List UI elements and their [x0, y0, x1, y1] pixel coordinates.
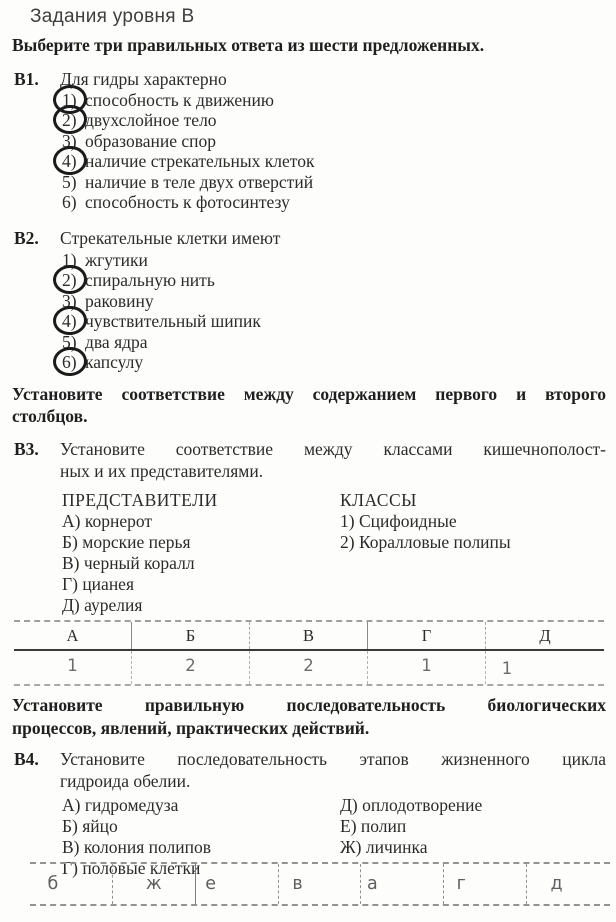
question-b4-title-line2: гидроида обелии. — [60, 770, 191, 791]
b4-option: Г) половые клетки — [62, 858, 201, 878]
option-text: наличие в теле двух отверстий — [85, 171, 314, 192]
handwritten-answer: б — [47, 874, 59, 894]
question-b1-title: Для гидры характерно — [60, 69, 227, 89]
option-text: способность к движению — [85, 90, 274, 110]
question-b3-label: В3. — [14, 439, 39, 459]
question-b2-label: В2. — [14, 228, 39, 248]
b3-answer-table — [14, 620, 604, 686]
question-b1-label: В1. — [14, 69, 39, 89]
question-b3-title-line2: ных и их представителями. — [60, 460, 264, 481]
instruction-sequence — [12, 694, 606, 740]
strip-cell — [113, 864, 196, 904]
handwritten-answer: а — [366, 874, 378, 894]
question-b4-title — [60, 749, 606, 792]
handwritten-answer: 1 — [501, 659, 513, 678]
representative-item: Б) морские перья — [62, 532, 191, 552]
option-row — [62, 332, 261, 352]
option-row — [62, 291, 261, 311]
question-b3-title — [60, 439, 606, 482]
table-header-cell: Д — [539, 626, 551, 645]
option-row — [62, 270, 261, 290]
option-text: чувствительный шипик — [85, 311, 261, 332]
table-header-cell: Б — [132, 622, 250, 649]
option-row — [62, 90, 314, 110]
table-header-cell: Г — [368, 622, 486, 649]
option-row — [62, 172, 314, 192]
table-answer-cell — [486, 651, 604, 684]
option-text: образование спор — [85, 130, 217, 151]
representatives-header: ПРЕДСТАВИТЕЛИ — [62, 490, 218, 510]
handwritten-answer: 1 — [67, 656, 78, 675]
handwritten-answer: 1 — [421, 656, 432, 675]
option-text: наличие стрекательных клеток — [85, 151, 315, 172]
handwritten-answer: г — [456, 874, 466, 894]
instruction-choose-three: Выберите три правильных ответа из шести предложенных. — [12, 35, 485, 55]
question-b4-label: В4. — [14, 749, 39, 769]
option-number: 1) — [62, 250, 77, 270]
option-text: способность к фотосинтезу — [85, 191, 290, 212]
option-number: 5) — [62, 331, 77, 352]
b4-options-right — [340, 795, 482, 858]
handwritten-answer: в — [292, 874, 303, 894]
option-number: 1) — [62, 90, 85, 111]
b4-option: Ж) личинка — [340, 837, 428, 857]
option-number: 2) — [62, 110, 85, 131]
table-answer-cell — [14, 651, 132, 684]
representative-item: В) черный коралл — [62, 553, 195, 573]
strip-cell — [527, 864, 610, 904]
table-answer-cell — [132, 651, 250, 684]
question-b3-title-line1: Установите соответствие между классами кишечнополост- — [60, 439, 606, 459]
b3-answer-table-header-row — [14, 620, 604, 651]
question-b2-options — [62, 250, 261, 372]
table-answer-cell — [368, 651, 486, 684]
b4-option: Е) полип — [340, 816, 407, 836]
strip-cell — [444, 864, 527, 904]
option-text: спиральную нить — [85, 270, 215, 291]
option-number: 4) — [62, 311, 85, 332]
class-item: 2) Коралловые полипы — [340, 532, 511, 552]
option-text: жгутики — [85, 250, 148, 270]
b4-option: А) гидромедуза — [62, 795, 179, 815]
strip-cell — [196, 864, 279, 904]
b4-answer-strip — [30, 862, 610, 906]
instruction-matching-line2: столбцов. — [12, 406, 88, 426]
strip-cell — [30, 864, 113, 904]
handwritten-answer: 2 — [185, 656, 196, 675]
b3-answer-table-answer-row — [14, 651, 604, 686]
option-number: 5) — [62, 171, 77, 192]
instruction-matching — [12, 383, 606, 427]
option-text: раковину — [85, 290, 154, 311]
instruction-sequence-line1: Установите правильную последовательность биологических — [12, 695, 606, 715]
handwritten-answer: е — [205, 874, 217, 894]
representative-item: А) корнерот — [62, 511, 153, 531]
page-title: Задания уровня В — [30, 6, 195, 27]
option-row — [62, 110, 314, 130]
handwritten-answer: 2 — [303, 656, 314, 675]
option-text: двухслойное тело — [85, 110, 217, 131]
classes-header: КЛАССЫ — [340, 490, 417, 510]
table-header-cell: А — [14, 622, 132, 649]
option-number: 6) — [62, 352, 85, 373]
option-row — [62, 311, 261, 331]
option-text: два ядра — [85, 331, 148, 352]
strip-cell — [361, 864, 444, 904]
option-number: 2) — [62, 270, 85, 291]
option-number: 3) — [62, 130, 77, 151]
instruction-matching-line1: Установите соответствие между содержанием первого и второго — [12, 384, 606, 404]
question-b2-title: Стрекательные клетки имеют — [60, 228, 281, 248]
option-row — [62, 352, 261, 372]
option-number: 6) — [62, 191, 77, 212]
option-row — [62, 192, 314, 212]
table-header-cell: В — [250, 622, 368, 649]
b4-option: В) колония полипов — [62, 837, 212, 857]
handwritten-answer: ж — [145, 874, 162, 894]
option-number: 4) — [62, 151, 85, 172]
representative-item: Д) аурелия — [62, 595, 143, 615]
handwritten-answer: д — [550, 874, 563, 894]
instruction-sequence-line2: процессов, явлений, практических действий. — [12, 718, 370, 738]
table-answer-cell — [250, 651, 368, 684]
question-b4-title-line1: Установите последовательность этапов жизненного цикла — [60, 749, 606, 769]
b4-option: Б) яйцо — [62, 816, 118, 836]
option-number: 3) — [62, 290, 77, 311]
strip-cell — [279, 864, 362, 904]
option-row — [62, 131, 314, 151]
class-item: 1) Сцифоидные — [340, 511, 457, 531]
classes-column — [340, 490, 511, 553]
representative-item: Г) цианея — [62, 574, 134, 594]
option-text: капсулу — [85, 351, 144, 372]
option-row — [62, 151, 314, 171]
representatives-column — [62, 490, 218, 616]
option-row — [62, 250, 261, 270]
b4-option: Д) оплодотворение — [340, 795, 483, 815]
question-b1-options — [62, 90, 314, 212]
